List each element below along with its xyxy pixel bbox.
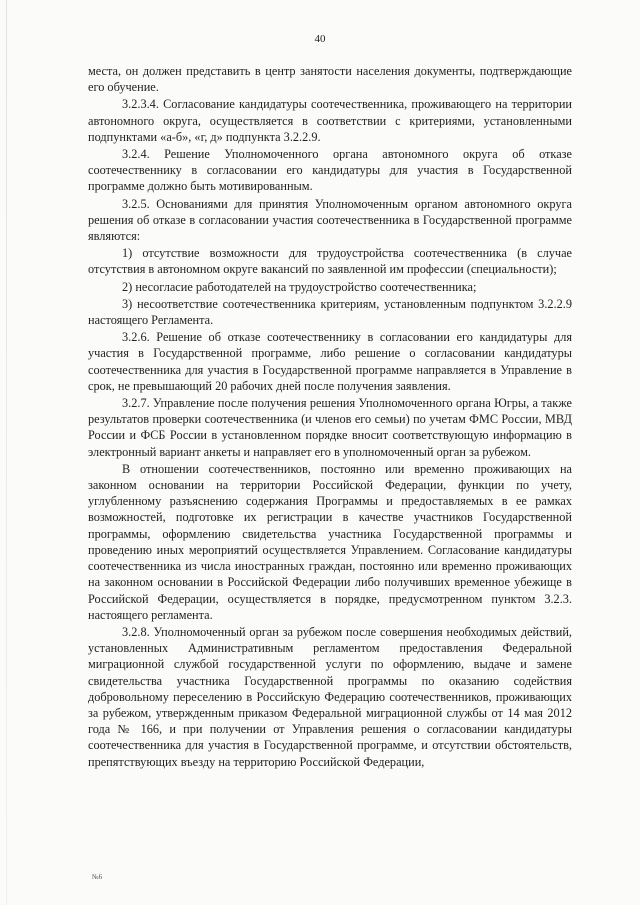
paragraph: места, он должен представить в центр занятости населения документы, подтверждающие его обучение. [88, 64, 572, 95]
paragraph: 3.2.8. Уполномоченный орган за рубежом после совершения необходимых действий, установленных Административным регламентом предоставления Федеральной миграционной службой государственной услуги по оформлению, выдаче и замене свидетельства участника Государственной программы по оказанию содействия добровольному переселению в Российскую Федерацию соотечественников, проживающих за рубежом, утвержденным приказом Федеральной миграционной службы от 14 мая 2012 года № 166, и при получении от Управления решения о согласовании кандидатуры соотечественника для участия в Государственной программе, и отсутствии обстоятельств, препятствующих въезду на территорию Российской Федерации, [88, 624, 572, 769]
paragraph: 3.2.6. Решение об отказе соотечественнику в согласовании его кандидатуры для участия в Государственной программе, либо решение о согласовании кандидатуры соотечественника для участия в Государственной программе направляется в Управление в срок, не превышающий 20 рабочих дней после получения заявления. [88, 330, 572, 393]
page-number: 40 [314, 33, 326, 45]
paragraph: 3.2.5. Основаниями для принятия Уполномоченным органом автономного округа решения об отказе в согласовании участия соотечественника в Государственной программе являются: [88, 196, 572, 244]
document-body [88, 63, 572, 771]
list-item: 3) несоответствие соотечественника критериям, установленным подпунктом 3.2.2.9 настоящего Регламента. [88, 296, 572, 328]
paragraph: 3.2.7. Управление после получения решения Уполномоченного органа Югры, а также результатов проверки соотечественника (и членов его семьи) по учетам ФМС России, МВД России и ФСБ России в установленном порядке вносит соответствующую информацию в электронный вариант анкеты и направляет его в уполномоченный орган за рубежом. [88, 396, 572, 459]
footer-mark: №6 [92, 873, 103, 881]
list-item: 1) отсутствие возможности для трудоустройства соотечественника (в случае отсутствия в автономном округе вакансий по заявленной им профессии (специальности); [88, 246, 572, 277]
list-item: 2) несогласие работодателей на трудоустройство соотечественника; [122, 279, 477, 294]
paragraph: В отношении соотечественников, постоянно или временно проживающих на законном основании на территории Российской Федерации, функции по учету, углубленному разъяснению содержания Программы и предоставляемых в ее рамках возможностей, подготовке их регистрации в качестве участников Государственной программы, оформлению свидетельства участника Государственной программы и проведению иных мероприятий осуществляется Управлением. Согласование кандидатуры соотечественника из числа иностранных граждан, постоянно или временно проживающих на законном основании в Российской Федерации либо получивших временное убежище в Российской Федерации, осуществляется в порядке, предусмотренном пунктом 3.2.3. настоящего регламента. [88, 461, 572, 622]
paragraph: 3.2.3.4. Согласование кандидатуры соотечественника, проживающего на территории автономного округа, осуществляется в соответствии с критериями, установленными подпунктами «а-б», «г, д» подпункта 3.2.2.9. [88, 97, 572, 144]
paragraph: 3.2.4. Решение Уполномоченного органа автономного округа об отказе соотечественнику в согласовании его кандидатуры для участия в Государственной программе должно быть мотивированным. [88, 147, 572, 194]
scan-edge [6, 0, 7, 905]
